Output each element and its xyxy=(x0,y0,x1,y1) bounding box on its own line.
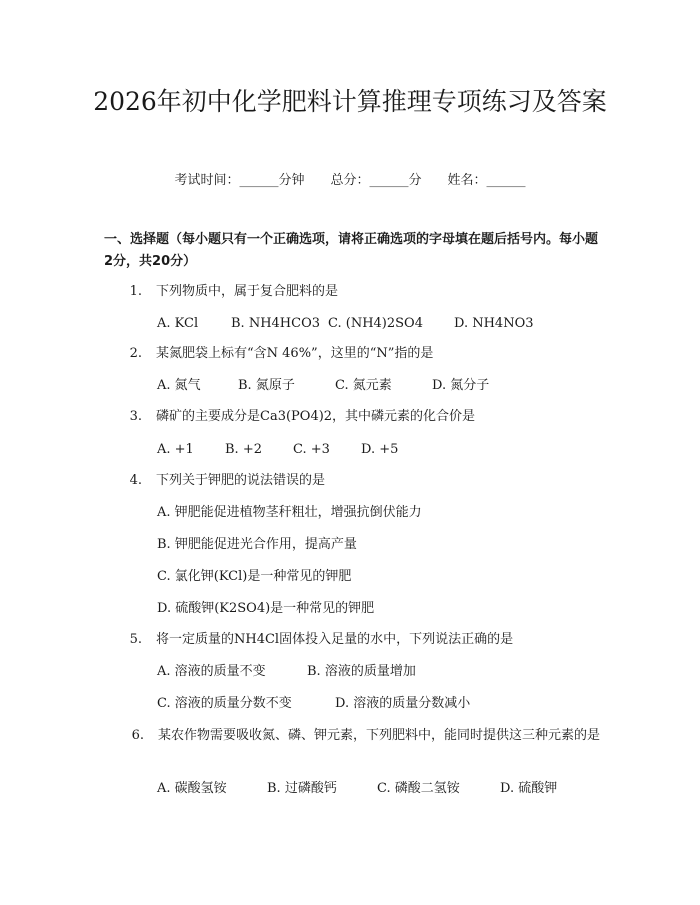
question-1 xyxy=(104,278,338,306)
option-d: D. 氮分子 xyxy=(432,378,490,393)
option-c: C. (NH4)2SO4 xyxy=(328,316,423,331)
question-3-options xyxy=(157,440,398,460)
question-5 xyxy=(104,626,513,654)
question-text: 磷矿的主要成分是Ca3(PO4)2，其中磷元素的化合价是 xyxy=(156,409,476,424)
option-a: A. 钾肥能促进植物茎秆粗壮，增强抗倒伏能力 xyxy=(157,505,422,520)
option-c: C. 氮元素 xyxy=(335,378,392,393)
option-b: B. 溶液的质量增加 xyxy=(307,664,416,679)
option-c: C. 溶液的质量分数不变 xyxy=(157,696,292,711)
exam-info-line xyxy=(0,169,700,188)
option-b: B. +2 xyxy=(225,442,262,457)
document-title: 2026年初中化学肥料计算推理专项练习及答案 xyxy=(93,87,607,116)
question-number: 4. xyxy=(129,473,142,488)
question-text: 某氮肥袋上标有“含N 46%”，这里的“N”指的是 xyxy=(156,346,434,361)
question-text: 某农作物需要吸收氮、磷、钾元素，下列肥料中，能同时提供这三种元素的是 xyxy=(158,728,601,743)
question-3 xyxy=(104,403,475,431)
section-heading: 一、选择题（每小题只有一个正确选项，请将正确选项的字母填在题后括号内。每小题2分，共20分） xyxy=(104,232,599,269)
option-d: D. 硫酸钾(K2SO4)是一种常见的钾肥 xyxy=(157,601,375,616)
option-b: B. NH4HCO3 xyxy=(231,316,321,331)
student-name-field: 姓名：______ xyxy=(447,173,526,188)
question-text: 下列关于钾肥的说法错误的是 xyxy=(156,473,326,488)
question-1-options xyxy=(157,314,534,334)
option-a: A. KCl xyxy=(157,316,199,331)
question-number: 2. xyxy=(129,346,142,361)
question-5-options-row-1 xyxy=(157,662,416,682)
option-d: D. 溶液的质量分数减小 xyxy=(335,696,471,711)
question-5-options-row-2 xyxy=(157,694,470,714)
option-c: C. +3 xyxy=(293,442,330,457)
question-4 xyxy=(104,467,325,495)
option-c: C. 磷酸二氢铵 xyxy=(377,781,460,796)
option-d: D. +5 xyxy=(361,442,399,457)
option-c: C. 氯化钾(KCl)是一种常见的钾肥 xyxy=(157,569,352,584)
question-text: 下列物质中，属于复合肥料的是 xyxy=(156,284,339,299)
question-text: 将一定质量的NH4Cl固体投入足量的水中，下列说法正确的是 xyxy=(156,632,514,647)
question-number: 3. xyxy=(129,409,142,424)
question-2-options xyxy=(157,376,489,396)
option-a: A. +1 xyxy=(157,442,194,457)
option-d: D. NH4NO3 xyxy=(454,316,534,331)
question-number: 6. xyxy=(131,728,144,743)
option-b: B. 过磷酸钙 xyxy=(267,781,337,796)
option-a: A. 碳酸氢铵 xyxy=(157,781,227,796)
total-score-field: 总分：______分 xyxy=(330,173,422,188)
option-a: A. 溶液的质量不变 xyxy=(157,664,266,679)
question-6 xyxy=(104,722,604,750)
option-b: B. 氮原子 xyxy=(238,378,295,393)
question-number: 5. xyxy=(129,632,142,647)
option-d: D. 硫酸钾 xyxy=(500,781,558,796)
question-2 xyxy=(104,340,433,368)
question-6-options xyxy=(157,779,557,799)
option-a: A. 氮气 xyxy=(157,378,201,393)
option-b: B. 钾肥能促进光合作用，提高产量 xyxy=(157,537,357,552)
exam-time-field: 考试时间：______分钟 xyxy=(174,173,305,188)
question-number: 1. xyxy=(129,284,142,299)
